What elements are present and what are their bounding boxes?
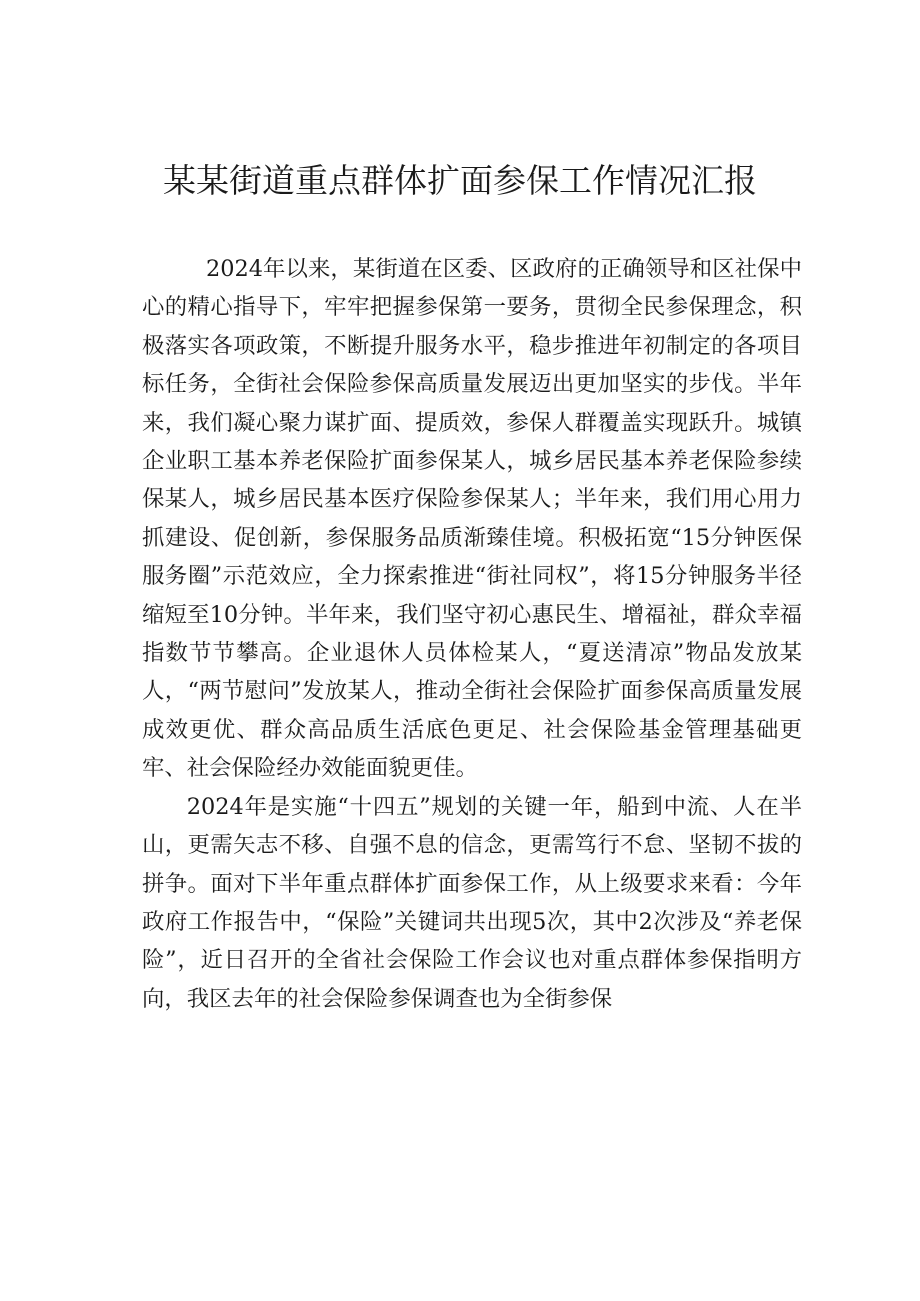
paragraph-2: 2024年是实施“十四五”规划的关键一年，船到中流、人在半山，更需矢志不移、自强不息的信念，更需笃行不怠、坚韧不拔的拼争。面对下半年重点群体扩面参保工作，从上级要求来看：今年政府工作报告中，“保险”关键词共出现5次，其中2次涉及“养老保险”，近日召开的全省社会保险工作会议也对重点群体参保指明方向，我区去年的社会保险参保调查也为全街参保 <box>142 793 802 1012</box>
paragraph-1: 2024年以来，某街道在区委、区政府的正确领导和区社保中心的精心指导下，牢牢把握参保第一要务，贯彻全民参保理念，积极落实各项政策，不断提升服务水平，稳步推进年初制定的各项目标任务，全街社会保险参保高质量发展迈出更加坚实的步伐。半年来，我们凝心聚力谋扩面、提质效，参保人群覆盖实现跃升。城镇企业职工基本养老保险扩面参保某人，城乡居民基本养老保险参续保某人，城乡居民基本医疗保险参保某人；半年来，我们用心用力抓建设、促创新，参保服务品质渐臻佳境。积极拓宽“15分钟医保服务圈”示范效应，全力探索推进“街社同权”，将15分钟服务半径缩短至10分钟。半年来，我们坚守初心惠民生、增福祉，群众幸福指数节节攀高。企业退休人员体检某人，“夏送清凉”物品发放某人，“两节慰问”发放某人，推动全街社会保险扩面参保高质量发展成效更优、群众高品质生活底色更足、社会保险基金管理基础更牢、社会保险经办效能面貌更佳。 <box>142 256 802 782</box>
document-body <box>142 250 802 1018</box>
document-title: 某某街道重点群体扩面参保工作情况汇报 <box>163 161 757 200</box>
